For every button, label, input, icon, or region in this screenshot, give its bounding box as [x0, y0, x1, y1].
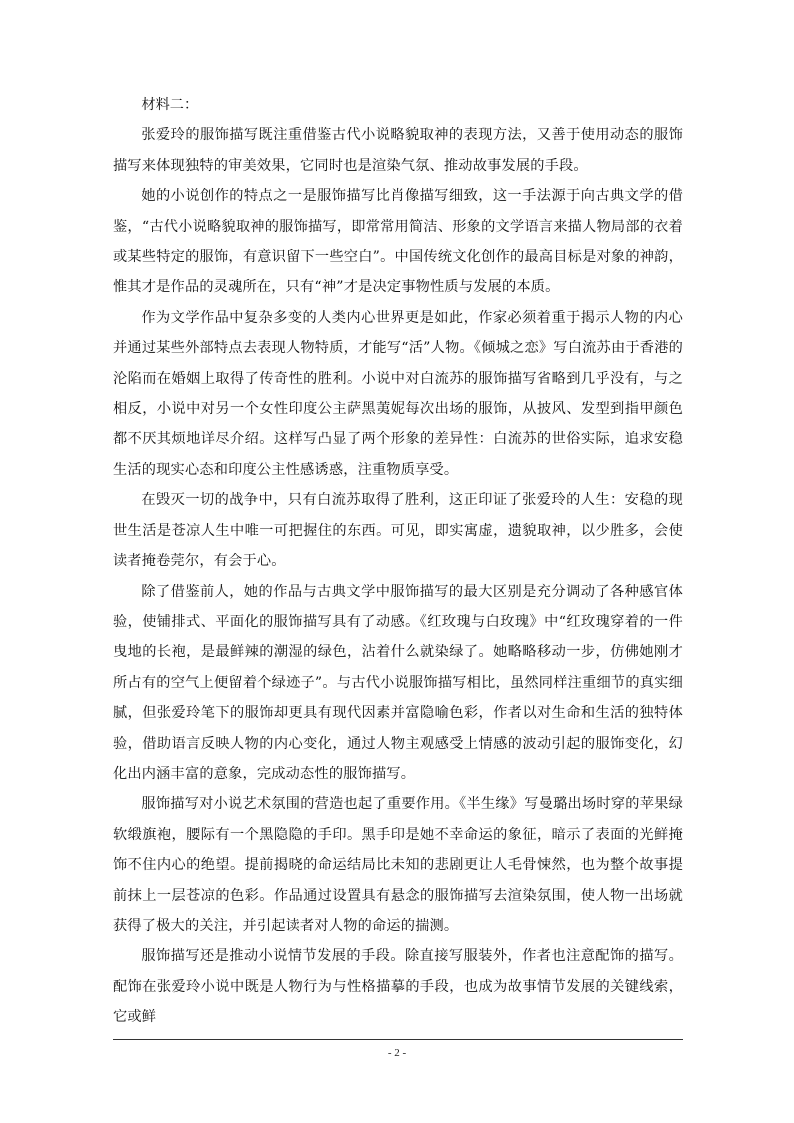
document-body — [113, 90, 683, 1033]
paragraph-3: 作为文学作品中复杂多变的人类内心世界更是如此，作家必须着重于揭示人物的内心并通过某些外部特点去表现人物特质，才能写“活”人物。《倾城之恋》写白流苏由于香港的沦陷而在婚姻上取得了传奇性的胜利。小说中对白流苏的服饰描写省略到几乎没有，与之相反，小说中对另一个女性印度公主萨黑荑妮每次出场的服饰，从披风、发型到指甲颜色都不厌其烦地详尽介绍。这样写凸显了两个形象的差异性：白流苏的世俗实际，追求安稳生活的现实心态和印度公主性感诱惑，注重物质享受。 — [113, 309, 683, 478]
paragraph-2: 她的小说创作的特点之一是服饰描写比肖像描写细致，这一手法源于向古典文学的借鉴，“古代小说略貌取神的服饰描写，即常常用简洁、形象的文学语言来描人物局部的衣着或某些特定的服饰，有意识留下一些空白”。中国传统文化创作的最高目标是对象的神韵，惟其才是作品的灵魂所在，只有“神”才是决定事物性质与发展的本质。 — [113, 188, 683, 296]
paragraph-6: 服饰描写对小说艺术氛围的营造也起了重要作用。《半生缘》写曼璐出场时穿的苹果绿软缎旗袍，腰际有一个黑隐隐的手印。黑手印是她不幸命运的象征，暗示了表面的光鲜掩饰不住内心的绝望。提前揭晓的命运结局比未知的悲剧更让人毛骨悚然，也为整个故事提前抹上一层苍凉的色彩。作品通过设置具有悬念的服饰描写去渲染氛围，使人物一出场就获得了极大的关注，并引起读者对人物的命运的揣测。 — [113, 796, 683, 934]
section-heading: 材料二： — [141, 97, 199, 113]
page-number: - 2 - — [387, 1047, 407, 1059]
paragraph-4: 在毁灭一切的战争中，只有白流苏取得了胜利，这正印证了张爱玲的人生：安稳的现世生活是苍凉人生中唯一可把握住的东西。可见，即实寓虚，遗貌取神，以少胜多，会使读者掩卷莞尔，有会于心。 — [113, 492, 683, 570]
paragraph-5: 除了借鉴前人，她的作品与古典文学中服饰描写的最大区别是充分调动了各种感官体验，使铺排式、平面化的服饰描写具有了动感。《红玫瑰与白玫瑰》中“红玫瑰穿着的一件曳地的长袍，是最鲜辣的潮湿的绿色，沾着什么就染绿了。她略略移动一步，仿佛她刚才所占有的空气上便留着个绿迹子”。与古代小说服饰描写相比，虽然同样注重细节的真实细腻，但张爱玲笔下的服饰却更具有现代因素并富隐喻色彩，作者以对生命和生活的独特体验，借助语言反映人物的内心变化，通过人物主观感受上情感的波动引起的服饰变化，幻化出内涵丰富的意象，完成动态性的服饰描写。 — [113, 583, 683, 782]
paragraph-7: 服饰描写还是推动小说情节发展的手段。除直接写服装外，作者也注意配饰的描写。配饰在张爱玲小说中既是人物行为与性格描摹的手段，也成为故事情节发展的关键线索，它或鲜 — [113, 948, 683, 1026]
footer-divider — [113, 1039, 683, 1040]
paragraph-1: 张爱玲的服饰描写既注重借鉴古代小说略貌取神的表现方法，又善于使用动态的服饰描写来体现独特的审美效果，它同时也是渲染气氛、推动故事发展的手段。 — [113, 127, 683, 174]
